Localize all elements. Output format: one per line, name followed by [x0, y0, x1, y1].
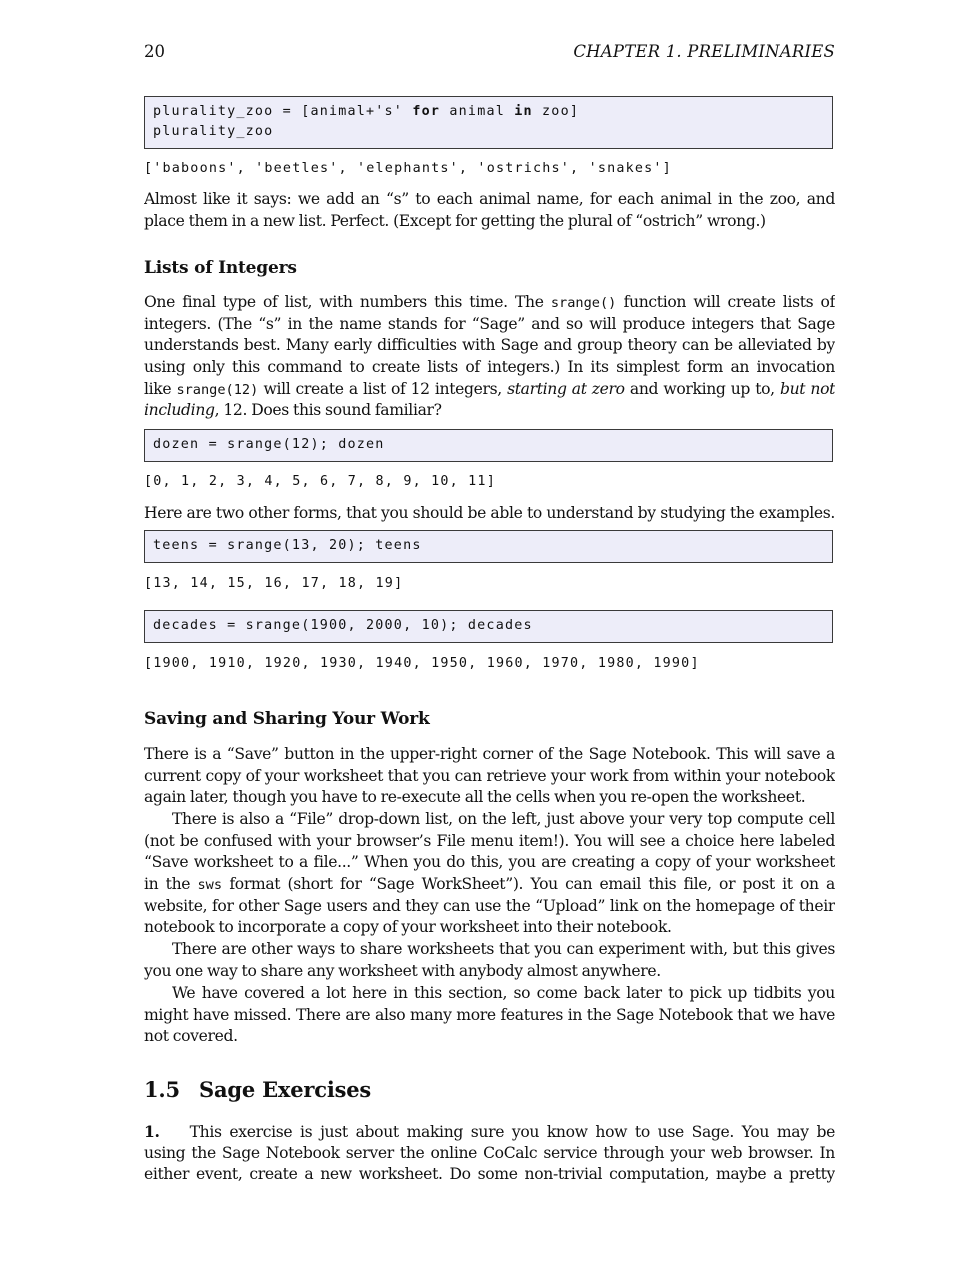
code-text: plurality_zoo = [animal+'s' [153, 104, 413, 119]
paragraph-file-dropdown: There is also a “File” drop-down list, on the left, just above your very top compute cell (not be confused with your browser’s File menu item!). You will see a choice here labeled “Save worksheet to a file...” When you do this, you are creating a copy of your worksheet in the sws format (short for “Sage WorkSheet”). You can email this file, or post it on a website, for other Sage users and they can use the “Upload” link on the homepage of their notebook to incorporate a copy of your worksheet into their notebook. [144, 810, 835, 937]
code-output-dozen: [0, 1, 2, 3, 4, 5, 6, 7, 8, 9, 10, 11] [144, 474, 496, 489]
code-cell-plurality[interactable] [144, 96, 833, 149]
paragraph-covered-lot: We have covered a lot here in this section, so come back later to pick up tidbits you might have missed. There are also many more features in the Sage Notebook that we have not covered. [144, 984, 835, 1046]
code-output-plurality: ['baboons', 'beetles', 'elephants', 'ostrichs', 'snakes'] [144, 161, 672, 176]
code-text: zoo] [532, 104, 580, 119]
running-header [144, 42, 835, 64]
code-text: animal [440, 104, 515, 119]
heading-saving-sharing: Saving and Sharing Your Work [144, 709, 430, 729]
section-number: 1.5 [144, 1077, 180, 1102]
exercise-number: 1. [144, 1122, 160, 1141]
paragraph-srange: One final type of list, with numbers this time. The srange() function will create lists of integers. (The “s” in the name stands for “Sage” and so will produce integers that Sage understands best. Many early difficulties with Sage and group theory can be alleviated by using only this command to create lists of integers.) In its simplest form an invocation like srange(12) will create a list of 12 integers, starting at zero and working up to, but not including, 12. Does this sound familiar? [144, 293, 835, 420]
paragraph-other-ways: There are other ways to share worksheets that you can experiment with, but this gives you one way to share any worksheet with anybody almost anywhere. [144, 940, 835, 980]
code-keyword: in [514, 104, 533, 119]
section-heading-exercises [144, 1077, 371, 1102]
code-keyword: for [412, 104, 441, 119]
exercise-1: 1. This exercise is just about making sure you know how to use Sage. You may be using the Sage Notebook server the online CoCalc service through your web browser. In either event, create a new worksheet. Do some non-trivial computation, maybe a pretty [144, 1122, 835, 1184]
code-text: plurality_zoo [153, 124, 274, 139]
paragraph-other-forms: Here are two other forms, that you should be able to understand by studying the examples. [144, 504, 835, 522]
code-output-teens: [13, 14, 15, 16, 17, 18, 19] [144, 576, 404, 591]
code-cell-dozen[interactable]: dozen = srange(12); dozen [144, 429, 833, 462]
heading-lists-of-integers: Lists of Integers [144, 258, 297, 278]
paragraph-plural-explanation: Almost like it says: we add an “s” to each animal name, for each animal in the zoo, and place them in a new list. Perfect. (Except for getting the plural of “ostrich” wrong.) [144, 190, 835, 230]
code-cell-teens[interactable]: teens = srange(13, 20); teens [144, 530, 833, 563]
section-title: Sage Exercises [199, 1077, 372, 1102]
page-number: 20 [144, 42, 165, 61]
code-cell-decades[interactable]: decades = srange(1900, 2000, 10); decades [144, 610, 833, 643]
chapter-title: CHAPTER 1. PRELIMINARIES [573, 42, 835, 61]
paragraph-save-button: There is a “Save” button in the upper-right corner of the Sage Notebook. This will save a current copy of your worksheet that you can retrieve your work from within your notebook again later, though you have to re-execute all the cells when you re-open the worksheet. [144, 745, 835, 807]
code-output-decades: [1900, 1910, 1920, 1930, 1940, 1950, 1960, 1970, 1980, 1990] [144, 656, 700, 671]
